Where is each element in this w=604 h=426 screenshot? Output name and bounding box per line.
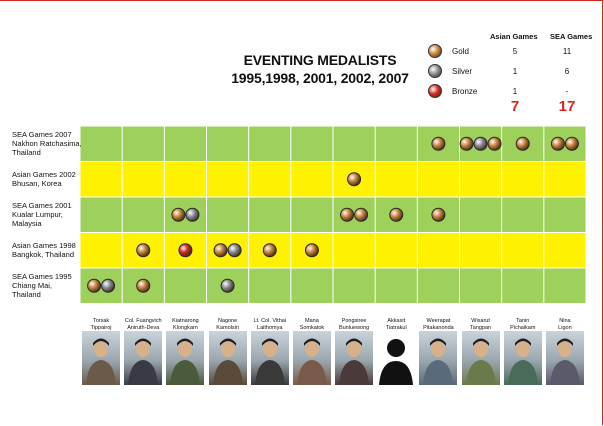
rider-portrait-icon [419,331,457,385]
silver-medal-marker [228,244,241,257]
event-label-line: Chiang Mai, [12,281,53,291]
rider-photo [293,331,331,385]
gold-medal-marker [348,173,361,186]
rider-portrait-icon [209,331,247,385]
event-label-line: Asian Games 1998 [12,241,76,251]
rider-name-line: Kamolsiri [216,324,239,331]
event-label [12,201,82,228]
asian-bronze-count: 1 [512,87,518,96]
bronze-medal-marker [179,244,192,257]
rider-name-line: Tippairoj [90,324,112,331]
rider-photo [82,331,120,385]
event-label-line: Nakhon Ratchasima, [12,139,82,149]
rider-portrait-icon [124,331,162,385]
gold-medal-marker [551,137,564,150]
rider-name-line: Col. Fuangvich [124,317,162,324]
gold-medal-marker [460,137,473,150]
rider-portrait-icon [462,331,500,385]
rider-photo [124,331,162,385]
rider-portrait-icon [82,331,120,385]
rider-name-line: Mana [305,317,319,324]
sea-silver-count: 6 [564,67,570,76]
rider-photo [166,331,204,385]
rider-photo [209,331,247,385]
rider-name-line: Tangpan [470,324,492,331]
gold-medal-marker [341,208,354,221]
asian-gold-count: 5 [512,47,518,56]
legend-bronze-label: Bronze [452,87,478,96]
rider-name-line: Aniruth-Deva [127,324,160,331]
rider-photo [462,331,500,385]
gold-medal-marker [488,137,501,150]
chart-subtitle: 1995,1998, 2001, 2002, 2007 [231,70,409,86]
event-label [12,241,82,259]
rider-name-line: Kiatnarong [172,317,199,324]
rider-name-line: Tanin [516,317,530,324]
rider-name-line: Ligon [558,324,572,331]
rider-photo [546,331,584,385]
summary-header-asian-games: Asian Games [490,32,538,41]
gold-medal-marker [355,208,368,221]
rider-portrait-icon [251,331,289,385]
rider-portrait-icon [504,331,542,385]
person-silhouette-icon [377,331,415,385]
sea-gold-count: 11 [562,47,572,56]
event-label-line: SEA Games 2001 [12,201,72,211]
sea-bronze-count: - [565,87,569,96]
event-label [12,272,82,299]
silhouette-placeholder [377,331,415,385]
rider-photo [335,331,373,385]
event-label-line: Thailand [12,148,41,158]
rider-photo [504,331,542,385]
rider-name-line: Laithomya [257,324,283,331]
gold-medal-marker [88,279,101,292]
rider-name-line: Nagone [217,317,238,324]
event-label-line: Bhusan, Korea [12,179,62,189]
rider-portrait-icon [293,331,331,385]
rider-name-line: Pitakanonda [423,324,454,331]
rider-name-line: Nina [559,317,571,324]
rider-name-line: Somkatok [299,324,325,331]
silver-medal-marker [474,137,487,150]
rider-name-line: Wisarut [471,317,490,324]
rider-name-line: Pongsiree [341,317,367,324]
rider-name-line: Pichaikam [510,324,536,331]
gold-medal-marker [172,208,185,221]
gold-medal-marker [565,137,578,150]
gold-medal-marker [214,244,227,257]
summary-header-sea-games: SEA Games [550,32,593,41]
rider-photo [419,331,457,385]
event-label-line: Kualar Lumpur, [12,210,63,220]
rider-portrait-icon [546,331,584,385]
rider-name-line: Bunluewong [338,324,370,331]
event-label-line: SEA Games 1995 [12,272,72,282]
event-label [12,170,82,188]
rider-name-line: Weerapat [426,317,451,324]
rider-name-line: Lt. Col. Vithai [253,317,287,324]
event-label-line: SEA Games 2007 [12,130,72,140]
event-label-line: Asian Games 2002 [12,170,76,180]
rider-name [539,318,591,332]
gold-medal-marker [305,244,318,257]
gold-medal-marker [263,244,276,257]
event-label-line: Thailand [12,290,41,300]
rider-name-line: Klongkarn [173,324,198,331]
gold-medal-marker [137,279,150,292]
event-label [12,130,82,157]
rider-portrait-icon [166,331,204,385]
gold-medal-marker [137,244,150,257]
silver-medal-marker [186,208,199,221]
rider-name-line: Tiatrakul [385,324,407,331]
rider-name-line: Torsak [92,317,110,324]
asian-total: 7 [510,98,520,115]
rider-portrait-icon [335,331,373,385]
silver-medal-marker [221,279,234,292]
legend-silver-label: Silver [452,67,473,76]
gold-medal-marker [432,137,445,150]
legend-gold-label: Gold [452,47,469,56]
event-label-line: Bangkok, Thailand [12,250,74,260]
chart-title: EVENTING MEDALISTS [243,52,397,68]
rider-name-line: Akkasit [387,317,406,324]
sea-total: 17 [558,98,576,115]
gold-medal-marker [432,208,445,221]
event-label-line: Malaysia [12,219,42,229]
rider-photo [251,331,289,385]
silver-medal-marker [102,279,115,292]
asian-silver-count: 1 [512,67,518,76]
gold-medal-marker [516,137,529,150]
gold-medal-marker [390,208,403,221]
